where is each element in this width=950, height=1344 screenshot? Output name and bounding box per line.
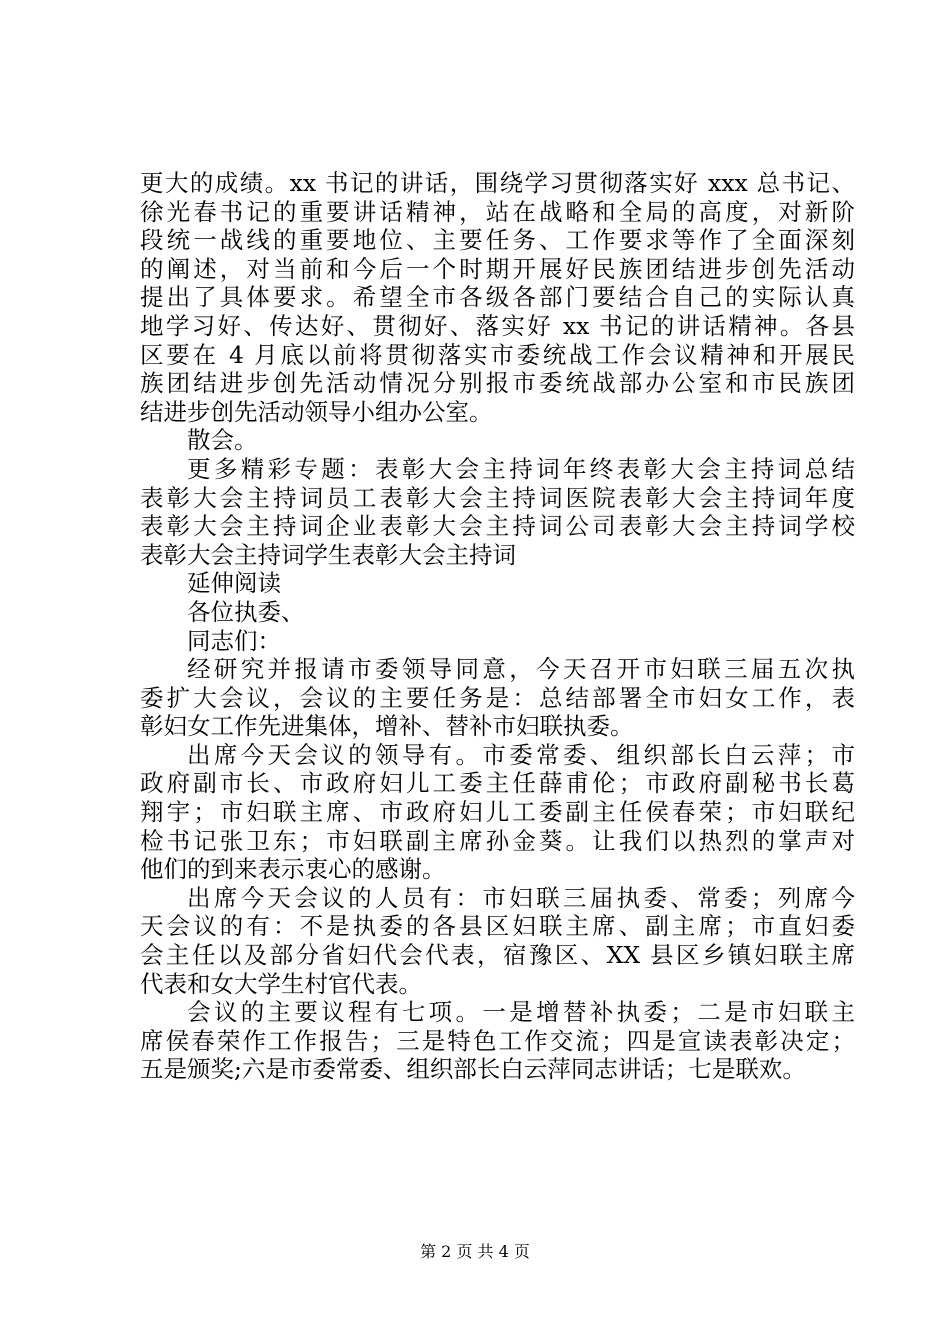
text-line: 代表和女大学生村官代表。	[140, 969, 422, 998]
paragraph	[140, 655, 855, 741]
text-line: 散会。	[187, 426, 258, 455]
paragraph	[140, 598, 855, 627]
text-line: 同志们：	[187, 626, 281, 655]
text-line: 提出了具体要求。希望全市各级各部门要结合自己的实际认真	[140, 283, 855, 312]
paragraph	[140, 741, 855, 884]
paragraph	[140, 884, 855, 998]
text-line: 他们的到来表示衷心的感谢。	[140, 855, 446, 884]
text-line: 区要在 4 月底以前将贯彻落实市委统战工作会议精神和开展民	[140, 340, 855, 369]
text-line: 更大的成绩。xx 书记的讲话，围绕学习贯彻落实好 xxx 总书记、	[140, 169, 855, 197]
text-line: 政府副市长、市政府妇儿工委主任薛甫伦；市政府副秘书长葛	[140, 769, 855, 798]
text-line: 更多精彩专题：表彰大会主持词年终表彰大会主持词总结	[187, 454, 855, 483]
paragraph	[140, 998, 855, 1084]
text-line: 会议的主要议程有七项。一是增替补执委；二是市妇联主	[187, 998, 855, 1027]
paragraph	[140, 426, 855, 455]
text-line: 的阐述，对当前和今后一个时期开展好民族团结进步创先活动	[140, 254, 855, 283]
text-line: 委扩大会议，会议的主要任务是：总结部署全市妇女工作，表	[140, 683, 855, 712]
text-line: 表彰大会主持词员工表彰大会主持词医院表彰大会主持词年度	[140, 483, 855, 512]
page-footer: 第 2 页 共 4 页	[420, 1242, 530, 1261]
text-line: 徐光春书记的重要讲话精神，站在战略和全局的高度，对新阶	[140, 197, 855, 226]
text-line: 彰妇女工作先进集体，增补、替补市妇联执委。	[140, 712, 634, 741]
text-line: 各位执委、	[187, 597, 305, 626]
text-line: 检书记张卫东；市妇联副主席孙金葵。让我们以热烈的掌声对	[140, 826, 855, 855]
text-line: 会主任以及部分省妇代会代表，宿豫区、XX 县区乡镇妇联主席	[140, 941, 855, 970]
paragraph	[140, 569, 855, 598]
paragraph	[140, 627, 855, 656]
text-line: 席侯春荣作工作报告；三是特色工作交流；四是宣读表彰决定；	[140, 1026, 855, 1055]
paragraph	[140, 455, 855, 569]
text-line: 出席今天会议的人员有：市妇联三届执委、常委；列席今	[187, 883, 855, 912]
document-body	[140, 169, 855, 1084]
text-line: 结进步创先活动领导小组办公室。	[140, 397, 493, 426]
text-line: 段统一战线的重要地位、主要任务、工作要求等作了全面深刻	[140, 226, 855, 255]
paragraph	[140, 169, 855, 426]
text-line: 表彰大会主持词学生表彰大会主持词	[140, 540, 516, 569]
text-line: 翔宇；市妇联主席、市政府妇儿工委副主任侯春荣；市妇联纪	[140, 798, 855, 827]
text-line: 五是颁奖;六是市委常委、组织部长白云萍同志讲话；七是联欢。	[140, 1055, 806, 1084]
text-line: 天会议的有：不是执委的各县区妇联主席、副主席；市直妇委	[140, 912, 855, 941]
text-line: 表彰大会主持词企业表彰大会主持词公司表彰大会主持词学校	[140, 512, 855, 541]
text-line: 地学习好、传达好、贯彻好、落实好 xx 书记的讲话精神。各县	[140, 311, 855, 340]
text-line: 延伸阅读	[187, 569, 281, 598]
text-line: 族团结进步创先活动情况分别报市委统战部办公室和市民族团	[140, 369, 855, 398]
text-line: 出席今天会议的领导有。市委常委、组织部长白云萍；市	[187, 740, 855, 769]
text-line: 经研究并报请市委领导同意，今天召开市妇联三届五次执	[187, 655, 855, 684]
